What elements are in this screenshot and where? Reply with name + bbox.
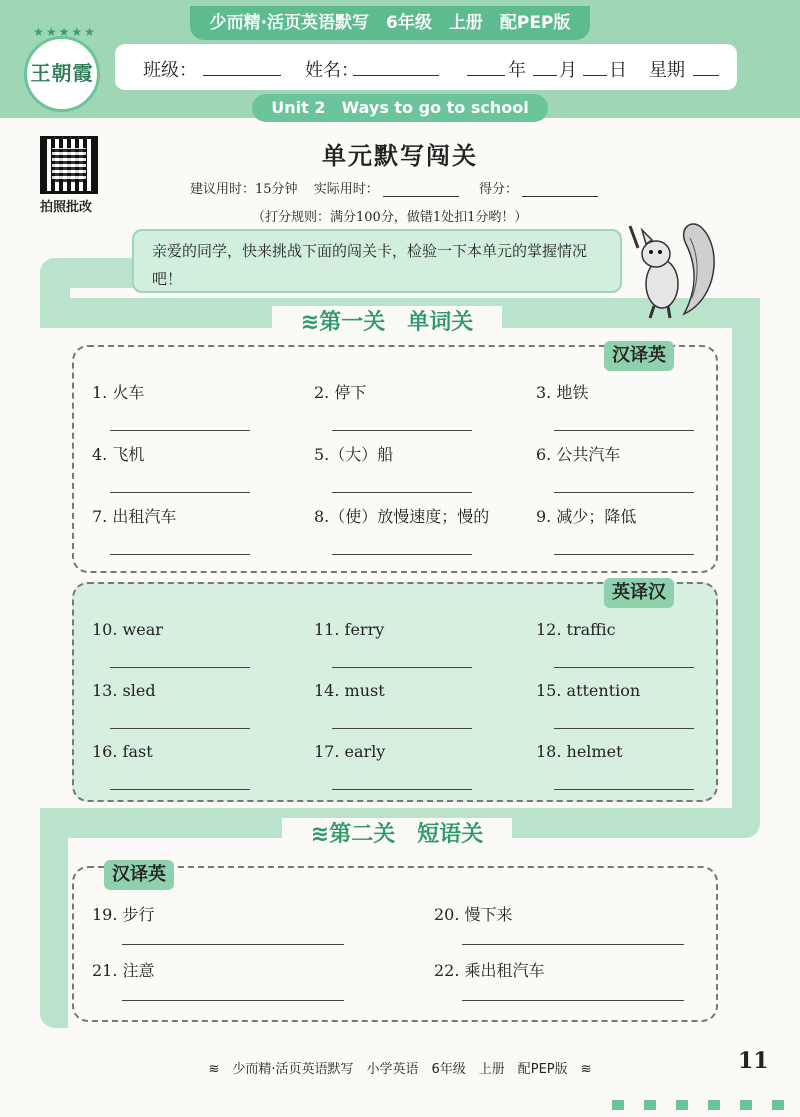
footer-square — [740, 1100, 752, 1110]
footer-square — [644, 1100, 656, 1110]
timing-row — [190, 178, 598, 197]
en-word-item: 15. attention — [536, 681, 641, 700]
footer-square — [676, 1100, 688, 1110]
actual-time-label: 实际用时： — [313, 182, 379, 197]
class-label: 班级： — [143, 60, 197, 81]
phrase-item: 22. 乘出租汽车 — [434, 961, 545, 980]
page-title: 单元默写闯关 — [322, 142, 478, 170]
cn-word-item: 3. 地铁 — [536, 383, 589, 402]
cn-en-word-box — [72, 345, 718, 573]
answer-line[interactable] — [554, 728, 694, 729]
weekday-field[interactable] — [693, 58, 719, 76]
series-title: 少而精·活页英语默写 6年级 上册 配PEP版 — [190, 6, 590, 40]
publisher-logo — [24, 25, 100, 112]
en-word-item: 11. ferry — [314, 620, 385, 639]
student-info-bar — [115, 44, 737, 90]
answer-line[interactable] — [110, 430, 250, 431]
answer-line[interactable] — [332, 430, 472, 431]
phrase-item: 19. 步行 — [92, 905, 155, 924]
tag-phrase-cn-to-en: 汉译英 — [104, 860, 174, 890]
answer-line[interactable] — [110, 728, 250, 729]
cn-word-item: 7. 出租汽车 — [92, 507, 177, 526]
tag-en-to-cn: 英译汉 — [604, 578, 674, 608]
unit-title: Unit 2 Ways to go to school — [252, 94, 548, 122]
answer-line[interactable] — [110, 492, 250, 493]
month-field[interactable] — [533, 58, 557, 76]
track-segment — [732, 298, 760, 818]
answer-line[interactable] — [554, 554, 694, 555]
phrase-item: 20. 慢下来 — [434, 905, 513, 924]
actual-time-field[interactable] — [383, 179, 459, 197]
answer-line[interactable] — [462, 1000, 684, 1001]
en-word-item: 10. wear — [92, 620, 163, 639]
en-word-item: 12. traffic — [536, 620, 616, 639]
name-label: 姓名： — [305, 60, 359, 81]
en-word-item: 14. must — [314, 681, 385, 700]
en-word-item: 18. helmet — [536, 742, 623, 761]
answer-line[interactable] — [554, 667, 694, 668]
score-field[interactable] — [522, 179, 598, 197]
footer-square — [708, 1100, 720, 1110]
cn-word-item: 6. 公共汽车 — [536, 445, 621, 464]
en-word-item: 17. early — [314, 742, 386, 761]
cn-word-item: 9. 减少；降低 — [536, 507, 637, 526]
footer-square — [612, 1100, 624, 1110]
page-footer: ≋ 少而精·活页英语默写 小学英语 6年级 上册 配PEP版 ≋ — [208, 1062, 592, 1077]
logo-text: 王朝霞 — [30, 61, 94, 85]
en-word-item: 13. sled — [92, 681, 156, 700]
score-label: 得分： — [478, 182, 518, 197]
answer-line[interactable] — [332, 789, 472, 790]
year-field[interactable] — [467, 58, 505, 76]
day-label: 日 — [609, 60, 627, 81]
class-field[interactable] — [203, 58, 281, 76]
phrase-item: 21. 注意 — [92, 961, 155, 980]
suggested-time: 建议用时：15分钟 — [190, 182, 298, 197]
answer-line[interactable] — [110, 667, 250, 668]
intro-bubble: 亲爱的同学，快来挑战下面的闯关卡，检验一下本单元的掌握情况吧！ — [132, 229, 622, 293]
cn-word-item: 5.（大）船 — [314, 445, 394, 464]
level2-banner: ≋第二关 短语关 — [282, 818, 512, 852]
cn-word-item: 4. 飞机 — [92, 445, 145, 464]
answer-line[interactable] — [122, 1000, 344, 1001]
year-label: 年 — [508, 60, 526, 81]
logo-stars: ★★★★★ — [33, 25, 97, 39]
page-number: 11 — [738, 1048, 769, 1074]
answer-line[interactable] — [332, 554, 472, 555]
qr-label: 拍照批改 — [40, 200, 93, 215]
answer-line[interactable] — [554, 492, 694, 493]
cn-word-item: 1. 火车 — [92, 383, 145, 402]
answer-line[interactable] — [332, 728, 472, 729]
answer-line[interactable] — [332, 492, 472, 493]
answer-line[interactable] — [122, 944, 344, 945]
squirrel-illustration — [626, 218, 718, 322]
scoring-rules: （打分规则：满分100分，做错1处扣1分哟！） — [252, 210, 528, 225]
level1-banner: ≋第一关 单词关 — [272, 306, 502, 340]
answer-line[interactable] — [110, 554, 250, 555]
track-segment — [40, 808, 68, 1028]
answer-line[interactable] — [332, 667, 472, 668]
day-field[interactable] — [583, 58, 607, 76]
answer-line[interactable] — [110, 789, 250, 790]
en-word-item: 16. fast — [92, 742, 153, 761]
weekday-label: 星期 — [649, 60, 685, 81]
footer-square — [772, 1100, 784, 1110]
cn-word-item: 8.（使）放慢速度；慢的 — [314, 507, 490, 526]
name-field[interactable] — [353, 58, 439, 76]
tag-cn-to-en: 汉译英 — [604, 341, 674, 371]
month-label: 月 — [559, 60, 577, 81]
answer-line[interactable] — [462, 944, 684, 945]
answer-line[interactable] — [554, 789, 694, 790]
answer-line[interactable] — [554, 430, 694, 431]
cn-word-item: 2. 停下 — [314, 383, 367, 402]
